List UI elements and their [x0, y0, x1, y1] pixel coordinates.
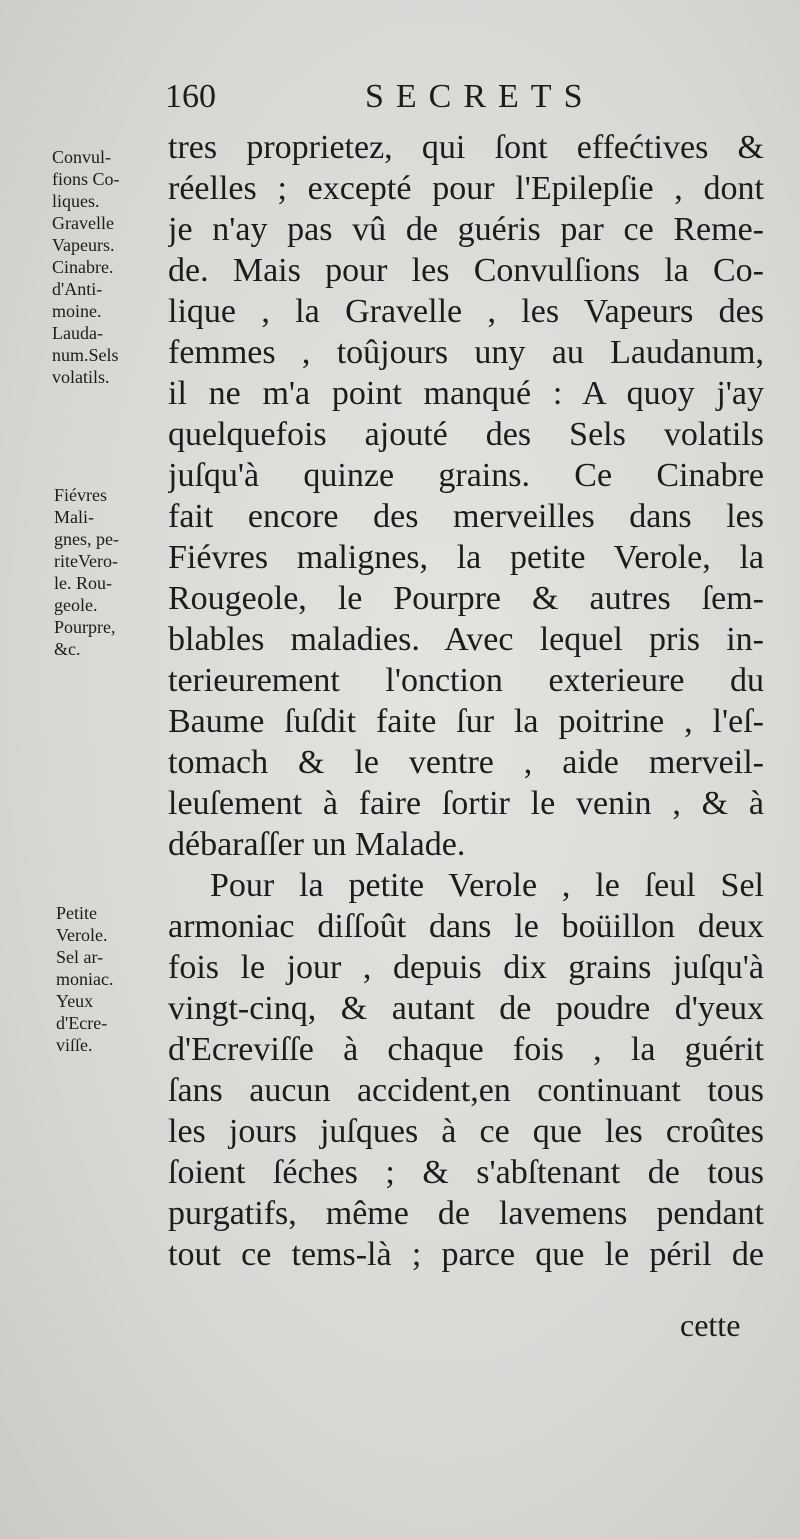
text-line: je n'ay pas vû de guéris par ce Reme-	[168, 211, 764, 248]
margin-note-line: volatils.	[52, 367, 110, 387]
margin-note-line: Vapeurs.	[52, 235, 115, 255]
margin-note-line: le. Rou-	[54, 573, 112, 593]
margin-note-line: Fiévres	[54, 485, 107, 505]
text-line: ſoient ſéches ; & s'abſtenant de tous	[168, 1154, 764, 1191]
margin-note-line: riteVero-	[54, 551, 118, 571]
margin-note-convulsions	[52, 146, 120, 388]
text-line: fois le jour , depuis dix grains juſqu'à	[168, 949, 764, 986]
margin-note-line: gnes, pe-	[54, 529, 119, 549]
text-line: il ne m'a point manqué : A quoy j'ay	[168, 375, 764, 412]
text-line: d'Ecreviſſe à chaque fois , la guérit	[168, 1031, 764, 1068]
margin-note-line: Cinabre.	[52, 257, 114, 277]
text-line: de. Mais pour les Convulſions la Co-	[168, 252, 764, 289]
margin-note-line: Sel ar-	[56, 947, 104, 967]
margin-note-line: Pourpre,	[54, 617, 116, 637]
text-line: Fiévres malignes, la petite Verole, la	[168, 539, 764, 576]
text-line: femmes , toûjours uny au Laudanum,	[168, 334, 764, 371]
page-number: 160	[165, 78, 216, 115]
catchword: cette	[680, 1307, 741, 1343]
text-line: terieurement l'onction exterieure du	[168, 662, 764, 699]
text-line: Baume ſuſdit faite ſur la poitrine , l'eſ-	[168, 703, 764, 740]
margin-note-line: num.Sels	[52, 345, 119, 365]
text-line: Pour la petite Verole , le ſeul Sel	[210, 867, 764, 904]
margin-note-line: moine.	[52, 301, 102, 321]
margin-note-line: Petite	[56, 903, 97, 923]
text-line: tres proprietez, qui ſont effećtives &	[168, 129, 764, 166]
margin-note-line: Yeux	[56, 991, 94, 1011]
text-line: blables maladies. Avec lequel pris in-	[168, 621, 764, 658]
text-line: lique , la Gravelle , les Vapeurs des	[168, 293, 764, 330]
text-line: tomach & le ventre , aide merveil-	[168, 744, 764, 781]
text-line: réelles ; excepté pour l'Epilepſie , dont	[168, 170, 764, 207]
margin-note-line: moniac.	[56, 969, 114, 989]
text-line: tout ce tems-là ; parce que le péril de	[168, 1236, 764, 1273]
margin-note-line: Convul-	[52, 147, 112, 167]
margin-note-line: Gravelle	[52, 213, 114, 233]
text-line: armoniac diſſoût dans le boüillon deux	[168, 908, 764, 945]
margin-note-line: viſſe.	[56, 1035, 93, 1055]
margin-note-line: d'Ecre-	[56, 1013, 108, 1033]
text-line: quelquefois ajouté des Sels volatils	[168, 416, 764, 453]
margin-note-line: fions Co-	[52, 169, 120, 189]
margin-note-line: Lauda-	[52, 323, 103, 343]
margin-note-fevers	[54, 484, 119, 660]
text-line: Rougeole, le Pourpre & autres ſem-	[168, 580, 764, 617]
margin-note-line: geole.	[54, 595, 98, 615]
text-line: vingt-cinq, & autant de poudre d'yeux	[168, 990, 764, 1027]
text-line: leuſement à faire ſortir le venin , & à	[168, 785, 764, 822]
text-line: ſans aucun accident,en continuant tous	[168, 1072, 764, 1109]
text-line: fait encore des merveilles dans les	[168, 498, 764, 535]
running-title: SECRETS	[365, 78, 595, 115]
margin-note-line: liques.	[52, 191, 100, 211]
text-line: les jours juſques à ce que les croûtes	[168, 1113, 764, 1150]
text-line: juſqu'à quinze grains. Ce Cinabre	[168, 457, 764, 494]
margin-note-line: Mali-	[54, 507, 94, 527]
text-line: débaraſſer un Malade.	[168, 826, 466, 863]
margin-notes	[0, 0, 160, 1539]
margin-note-smallpox	[56, 902, 113, 1056]
margin-note-line: d'Anti-	[52, 279, 103, 299]
margin-note-line: &c.	[54, 639, 81, 659]
margin-note-line: Verole.	[56, 925, 108, 945]
text-line: purgatifs, même de lavemens pendant	[168, 1195, 764, 1232]
